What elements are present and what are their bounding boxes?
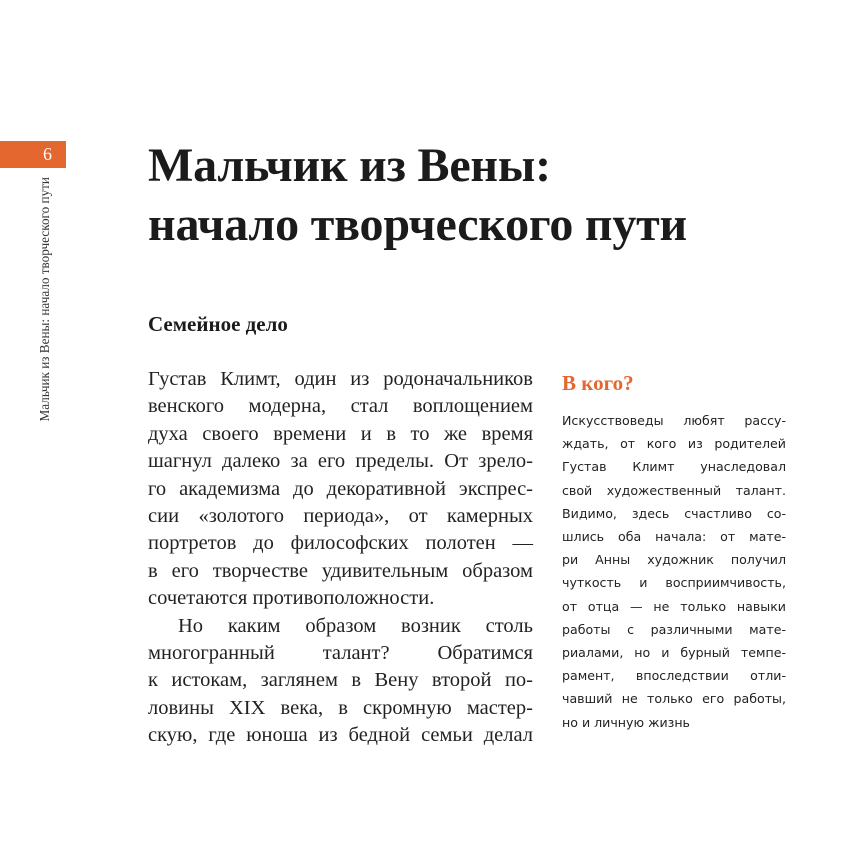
main-body-text xyxy=(148,366,533,750)
sidebar-line: ри Анны художник получил xyxy=(562,552,786,568)
page-title xyxy=(148,136,828,254)
body-line: многогранный талант? Обратимся xyxy=(148,642,533,665)
body-line: венского модерна, стал воплощением xyxy=(148,395,533,418)
running-head: Мальчик из Вены: начало творческого пути xyxy=(37,177,52,422)
body-line: скую, где юноша из бедной семьи делал xyxy=(148,724,533,747)
sidebar-line: ждать, от кого из родителей xyxy=(562,436,786,452)
sidebar-line: Видимо, здесь счастливо со- xyxy=(562,505,786,521)
body-line: го академизма до декоративной экспрес- xyxy=(148,477,533,500)
sidebar-line: шлись оба начала: от мате- xyxy=(562,529,786,545)
sidebar-body-text xyxy=(562,409,786,734)
page-number-tab xyxy=(0,141,66,168)
sidebar-line: от отца — не только навыки xyxy=(562,598,786,614)
sidebar-line: Искусствоведы любят рассу- xyxy=(562,413,786,428)
sidebar-line: работы с различными мате- xyxy=(562,621,786,637)
body-line: сочетаются противоположности. xyxy=(148,587,435,610)
body-line: шагнул далеко за его пределы. От зрело- xyxy=(148,450,533,473)
body-line: ловины XIX века, в скромную мастер- xyxy=(148,696,533,719)
title-line-1: Мальчик из Вены: xyxy=(148,139,551,192)
sidebar-line: рамент, впоследствии отли- xyxy=(562,668,786,684)
body-line: духа своего времени и в то же время xyxy=(148,422,533,445)
sidebar-line: риалами, но и бурный темпе- xyxy=(562,645,786,661)
body-line: в его творчестве удивительным образом xyxy=(148,559,533,582)
sidebar-line: свой художественный талант. xyxy=(562,482,786,498)
page-number: 6 xyxy=(43,144,52,164)
sidebar-line: чавший не только его работы, xyxy=(562,691,786,707)
body-line: сии «золотого периода», от камерных xyxy=(148,505,533,528)
sidebar-line: но и личную жизнь xyxy=(562,714,690,730)
body-line: к истокам, заглянем в Вену второй по- xyxy=(148,669,533,692)
sidebar-heading: В кого? xyxy=(562,371,634,395)
sidebar-line: Густав Климт унаследовал xyxy=(562,459,786,475)
body-line: Но каким образом возник столь xyxy=(178,614,533,637)
title-line-2: начало творческого пути xyxy=(148,198,688,251)
body-line: портретов до философских полотен — xyxy=(148,532,533,555)
section-heading: Семейное дело xyxy=(148,312,288,336)
sidebar-line: чуткость и восприимчивость, xyxy=(562,575,786,591)
body-line: Густав Климт, один из родоначальников xyxy=(148,368,533,390)
